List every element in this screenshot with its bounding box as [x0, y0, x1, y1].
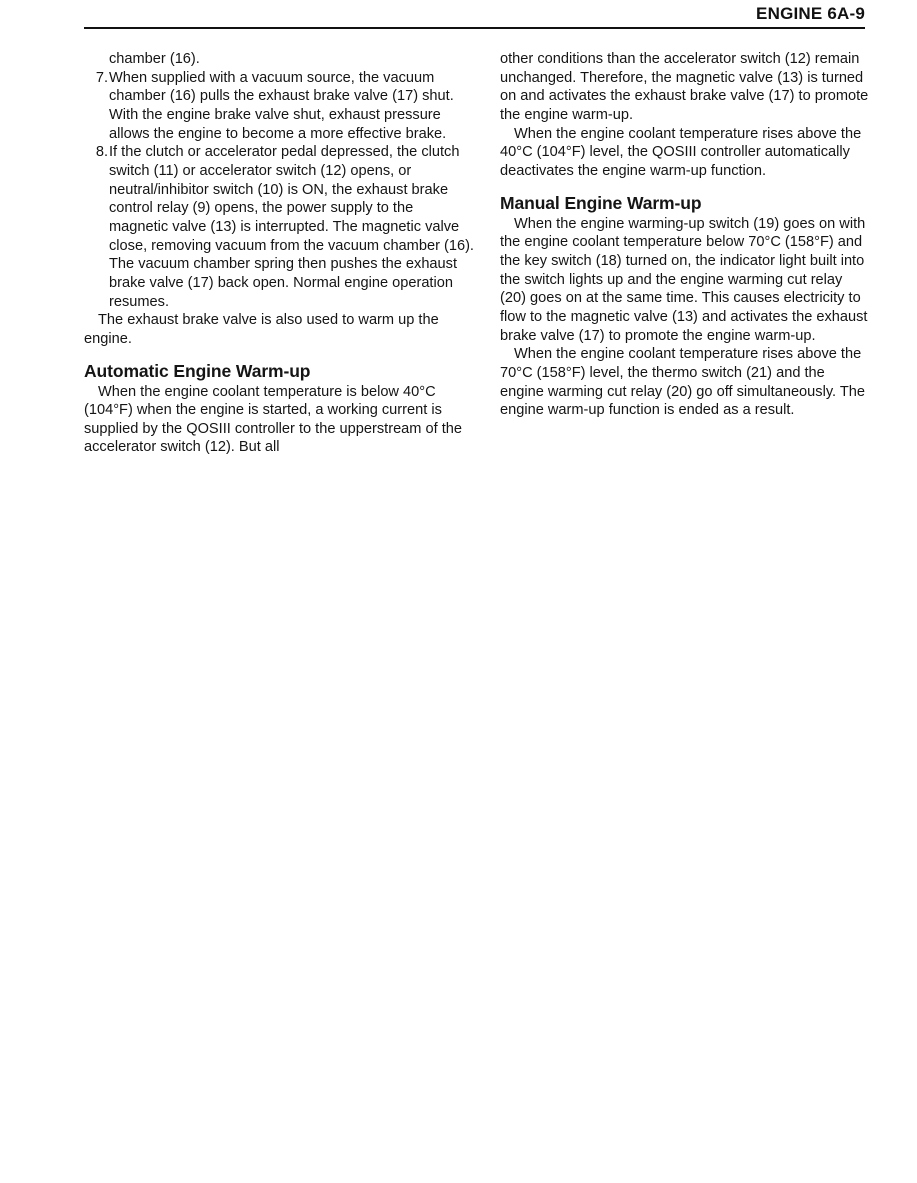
paragraph: When the engine coolant temperature rises above the 70°C (158°F) level, the thermo switch (21) and the engine warming cut relay (20) go off simultaneously. The engine warm-up function is ended as a result. — [500, 346, 866, 419]
paragraph: When the engine warming-up switch (19) goes on with the engine coolant temperature below 70°C (158°F) and the key switch (18) turned on, the indicator light built into the switch lights up and the engine warming cut relay (20) goes on at the same time. This causes electricity to flow to the magnetic valve (13) and activates the exhaust brake valve (17) to promote the engine warm-up. — [500, 215, 868, 344]
list-item-text: When supplied with a vacuum source, the vacuum chamber (16) pulls the exhaust brake valve (17) shut. With the engine brake valve shut, exhaust pressure allows the engine to become a more effective brake. — [109, 69, 454, 142]
page-header-title: ENGINE 6A-9 — [756, 4, 865, 23]
paragraph: The exhaust brake valve is also used to warm up the engine. — [84, 312, 439, 347]
section-heading-manual-warm-up: Manual Engine Warm-up — [500, 192, 702, 213]
paragraph: When the engine coolant temperature rises above the 40°C (104°F) level, the QOSIII controller automatically deactivates the engine warm-up function. — [500, 125, 862, 179]
paragraph: other conditions than the accelerator switch (12) remain unchanged. Therefore, the magnetic valve (13) is turned on and activates the exhaust brake valve (17) to promote the engine warm-up. — [500, 51, 869, 123]
list-item-number: 7. — [95, 69, 108, 86]
right-column — [500, 50, 870, 420]
paragraph: When the engine coolant temperature is below 40°C (104°F) when the engine is started, a working current is supplied by the QOSIII controller to the upperstream of the accelerator switch (12). But all — [84, 383, 463, 456]
list-item-text: If the clutch or accelerator pedal depressed, the clutch switch (11) or accelerator switch (12) opens, or neutral/inhibitor switch (10) is ON, the exhaust brake control relay (9) opens, the power supply to the magnetic valve (13) is interrupted. The magnetic valve close, removing vacuum from the vacuum chamber (16). The vacuum chamber spring then pushes the exhaust brake valve (17) back open. Normal engine operation resumes. — [109, 144, 474, 310]
list-item-number: 8. — [95, 144, 108, 161]
left-column — [84, 50, 474, 457]
list-item-8 — [84, 143, 474, 311]
list-item-7 — [84, 69, 474, 144]
section-heading-automatic-warm-up: Automatic Engine Warm-up — [84, 360, 311, 381]
continued-item-text: chamber (16). — [109, 51, 200, 67]
header-rule — [84, 27, 865, 29]
